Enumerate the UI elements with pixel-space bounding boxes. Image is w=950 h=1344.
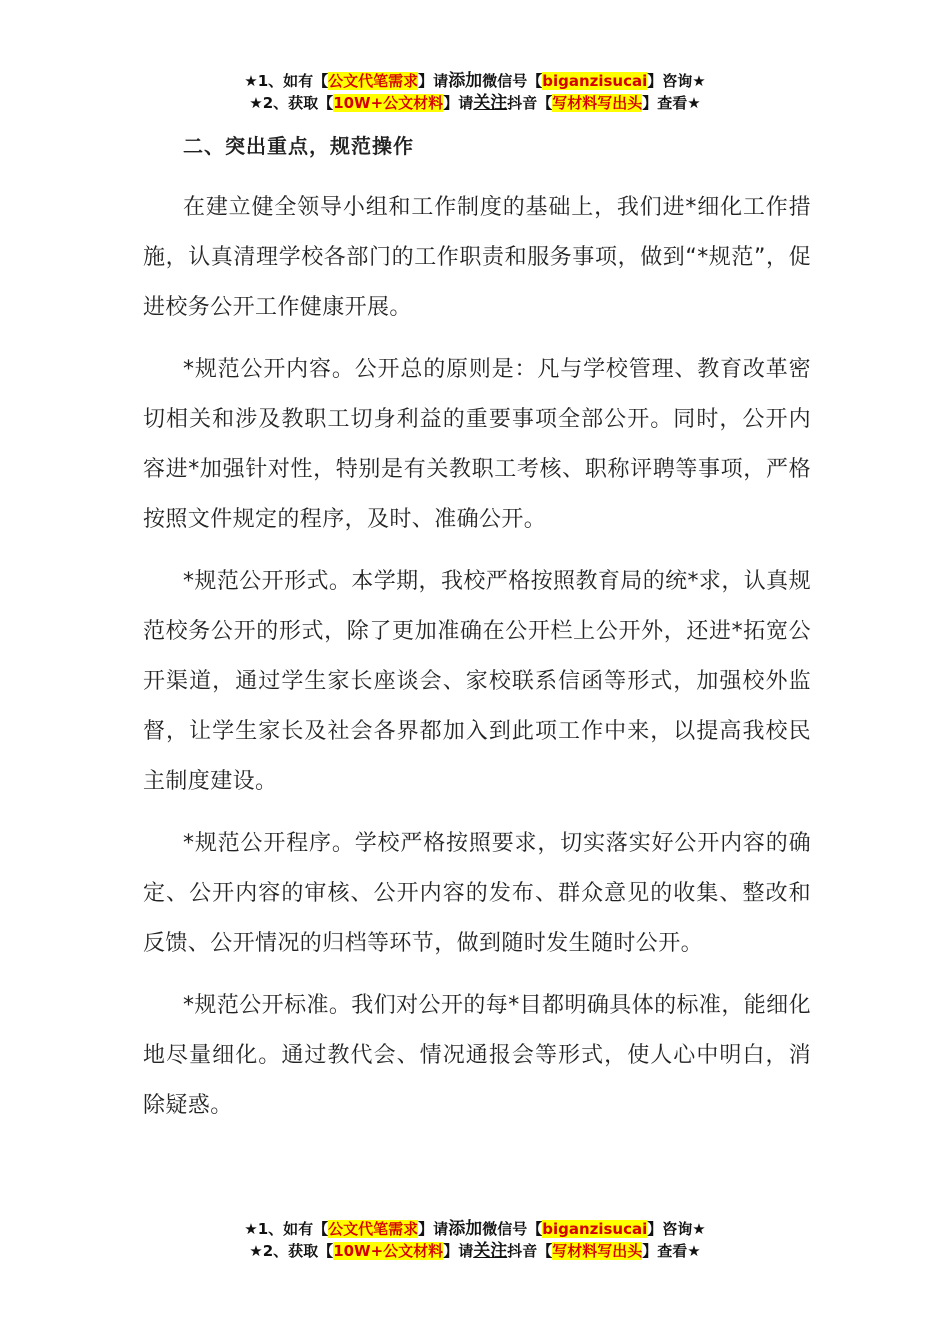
highlight-ghostwriting: 公文代笔需求 [328, 72, 419, 90]
section-heading: 二、突出重点，规范操作 [183, 134, 414, 158]
highlight-douyin: 写材料写出头 [552, 1242, 643, 1260]
header-banner [0, 70, 950, 114]
highlight-wechat-id: biganzisucai [542, 72, 648, 90]
banner-line-1: ★1、如有【公文代笔需求】请添加微信号【biganzisucai】咨询★ [244, 71, 706, 91]
banner-line-2: ★2、获取【10W+公文材料】请关注抖音【写材料写出头】查看★ [249, 93, 701, 113]
highlight-douyin: 写材料写出头 [552, 94, 643, 112]
highlight-materials: 10W+公文材料 [333, 94, 444, 112]
paragraph-standard: *规范公开标准。我们对公开的每*目都明确具体的标准，能细化地尽量细化。通过教代会、情况通报会等形式，使人心中明白，消除疑惑。 [143, 993, 811, 1118]
highlight-ghostwriting: 公文代笔需求 [328, 1220, 419, 1238]
banner-line-2: ★2、获取【10W+公文材料】请关注抖音【写材料写出头】查看★ [249, 1241, 701, 1261]
banner-line-1: ★1、如有【公文代笔需求】请添加微信号【biganzisucai】咨询★ [244, 1219, 706, 1239]
paragraph-content: *规范公开内容。公开总的原则是：凡与学校管理、教育改革密切相关和涉及教职工切身利益的重要事项全部公开。同时，公开内容进*加强针对性，特别是有关教职工考核、职称评聘等事项，严格按照文件规定的程序，及时、准确公开。 [143, 357, 811, 532]
paragraph-procedure: *规范公开程序。学校严格按照要求，切实落实好公开内容的确定、公开内容的审核、公开内容的发布、群众意见的收集、整改和反馈、公开情况的归档等环节，做到随时发生随时公开。 [143, 831, 811, 956]
paragraph-intro: 在建立健全领导小组和工作制度的基础上，我们进*细化工作措施，认真清理学校各部门的工作职责和服务事项，做到“*规范”，促进校务公开工作健康开展。 [143, 195, 811, 320]
footer-banner [0, 1218, 950, 1262]
paragraph-form: *规范公开形式。本学期，我校严格按照教育局的统*求，认真规范校务公开的形式，除了更加准确在公开栏上公开外，还进*拓宽公开渠道，通过学生家长座谈会、家校联系信函等形式，加强校外监督，让学生家长及社会各界都加入到此项工作中来，以提高我校民主制度建设。 [143, 569, 811, 794]
highlight-materials: 10W+公文材料 [333, 1242, 444, 1260]
highlight-wechat-id: biganzisucai [542, 1220, 648, 1238]
